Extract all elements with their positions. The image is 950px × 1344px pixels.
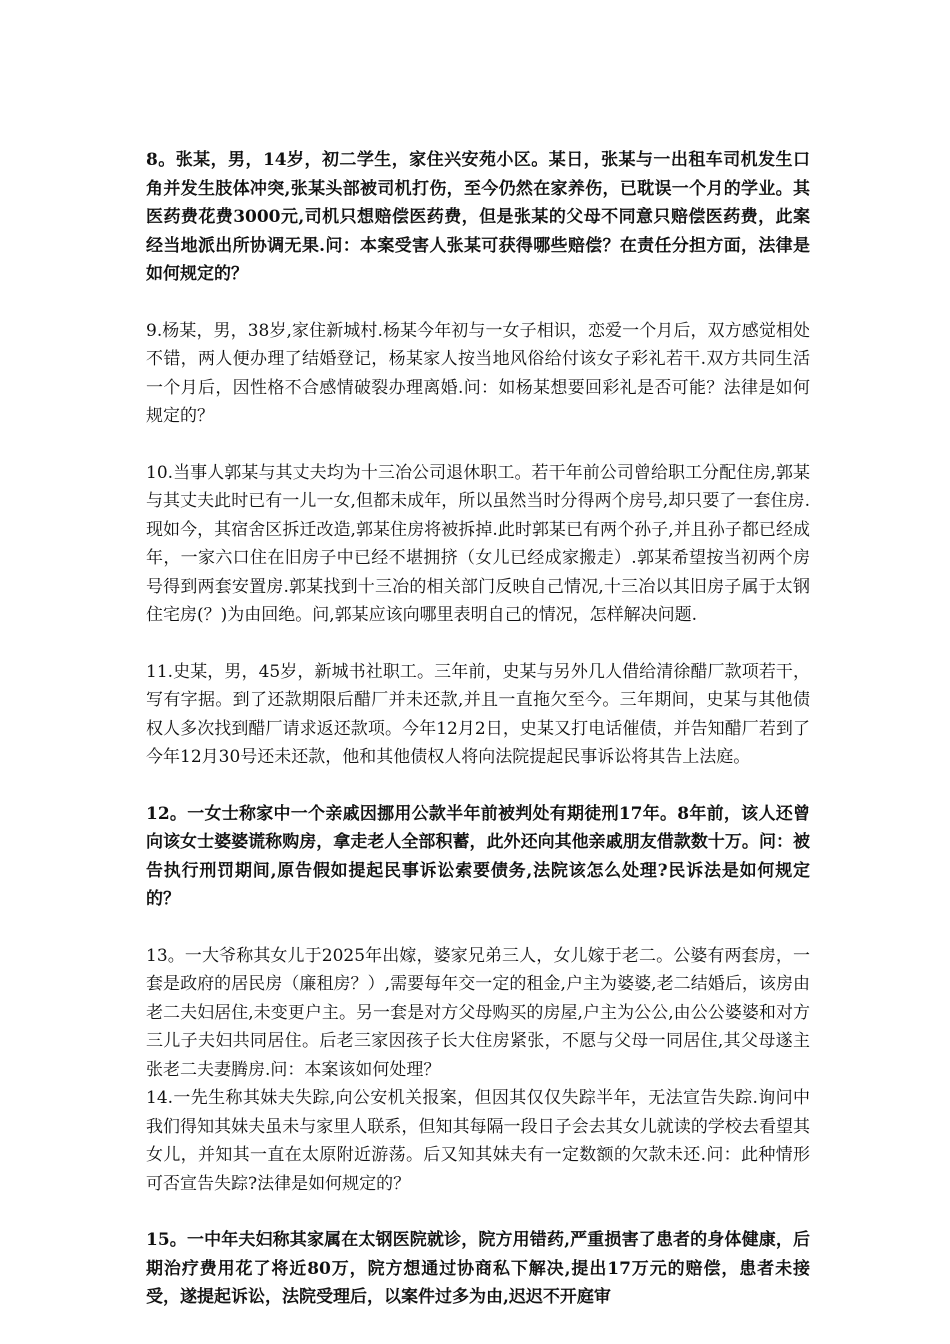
question-10: 10.当事人郭某与其丈夫均为十三冶公司退休职工。若干年前公司曾给职工分配住房,郭某与其丈夫此时已有一儿一女,但都未成年，所以虽然当时分得两个房号,却只要了一套住房.现如今，其宿舍区拆迁改造,郭某住房将被拆掉.此时郭某已有两个孙子,并且孙子都已经成年，一家六口住在旧房子中已经不堪拥挤（女儿已经成家搬走）.郭某希望按当初两个房号得到两套安置房.郭某找到十三冶的相关部门反映自己情况,十三冶以其旧房子属于太钢住宅房(？)为由回绝。问,郭某应该向哪里表明自己的情况，怎样解决问题. [146, 462, 810, 625]
question-15: 15。一中年夫妇称其家属在太钢医院就诊，院方用错药,严重损害了患者的身体健康，后期治疗费用花了将近80万，院方想通过协商私下解决,提出17万元的赔偿，患者未接受，遂提起诉讼，法院受理后，以案件过多为由,迟迟不开庭审 [146, 1230, 810, 1307]
question-12: 12。一女士称家中一个亲戚因挪用公款半年前被判处有期徒刑17年。8年前，该人还曾向该女士婆婆谎称购房，拿走老人全部积蓄，此外还向其他亲戚朋友借款数十万。问：被告执行刑罚期间,原告假如提起民事诉讼索要债务,法院该怎么处理?民诉法是如何规定的？ [146, 803, 810, 909]
question-11: 11.史某，男，45岁，新城书社职工。三年前，史某与另外几人借给清徐醋厂款项若干，写有字据。到了还款期限后醋厂并未还款,并且一直拖欠至今。三年期间，史某与其他债权人多次找到醋厂请求返还款项。今年12月2日，史某又打电话催债，并告知醋厂若到了今年12月30号还未还款，他和其他债权人将向法院提起民事诉讼将其告上法庭。 [146, 661, 810, 767]
question-14: 14.一先生称其妹夫失踪,向公安机关报案，但因其仅仅失踪半年，无法宣告失踪.询问中我们得知其妹夫虽未与家里人联系，但知其每隔一段日子会去其女儿就读的学校去看望其女儿，并知其一直在太原附近游荡。后又知其妹夫有一定数额的欠款未还.问：此种情形可否宣告失踪?法律是如何规定的？ [146, 1088, 810, 1194]
document-body [146, 146, 810, 1340]
question-13: 13。一大爷称其女儿于2025年出嫁，婆家兄弟三人，女儿嫁于老二。公婆有两套房，一套是政府的居民房（廉租房？）,需要每年交一定的租金,户主为婆婆,老二结婚后，该房由老二夫妇居住,未变更户主。另一套是对方父母购买的房屋,户主为公公,由公公婆婆和对方三儿子夫妇共同居住。后老三家因孩子长大住房紧张，不愿与父母一同居住,其父母遂主张老二夫妻腾房.问：本案该如何处理？ [146, 945, 810, 1080]
question-8: 8。张某，男，14岁，初二学生，家住兴安苑小区。某日，张某与一出租车司机发生口角并发生肢体冲突,张某头部被司机打伤，至今仍然在家养伤，已耽误一个月的学业。其医药费花费3000元,司机只想赔偿医药费，但是张某的父母不同意只赔偿医药费，此案经当地派出所协调无果.问：本案受害人张某可获得哪些赔偿？在责任分担方面，法律是如何规定的？ [146, 150, 810, 284]
question-9: 9.杨某，男，38岁,家住新城村.杨某今年初与一女子相识，恋爱一个月后，双方感觉相处不错，两人便办理了结婚登记，杨某家人按当地风俗给付该女子彩礼若干.双方共同生活一个月后，因性格不合感情破裂办理离婚.问：如杨某想要回彩礼是否可能？法律是如何规定的？ [146, 320, 810, 426]
